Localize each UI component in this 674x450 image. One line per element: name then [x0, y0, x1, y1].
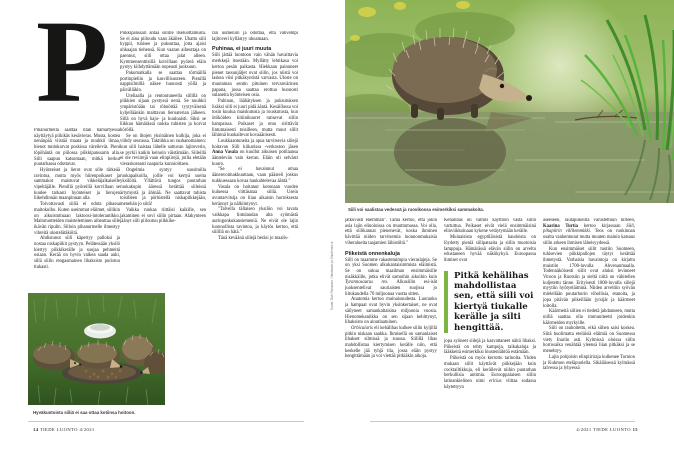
paragraph: Kehälihas on valmis käyttöön vasta siilin vartuttua. Poikaset eivät vielä ensimmäisinä elinviikkoinaan kykene vetäytymään kerälle.: [444, 218, 536, 235]
page-number: 14: [33, 427, 39, 432]
paragraph: Hyönteiset ja lierot ovat sille tärkeää ravintoa, mutta myös hiirenpoikaset ja sammakot maistuvat vikkeläjalkaiselle vipeltäjälle. Pienillä pyöreillä korvillaan se kuulee tarkasti hyönteiset ja lierojen liikehdinnän maanpinnan alla.: [34, 167, 120, 202]
latin-term: Orbicularis: [351, 325, 373, 331]
paragraph: [543, 218, 635, 247]
drop-cap-initial: P: [36, 0, 109, 127]
paragraph-text: eli kehälihas kulkee siilin kyljillä pitkin niskaan saakka. Ihmisellä on samanlaiset lihakset silmissä ja suussa. Siilillä lihas mahdollistaa kiertymisen kerälle niin, että keskelle jää tyhjä tila, jossa eläin pystyy hengittämään ja voi viettää pitkiäkin aikoja.: [345, 325, 437, 360]
paragraph: [212, 139, 298, 168]
paragraph: Vaikka ruokaa riittäisi kaikille, sen jakaminen ei sovi siilin pirtaan. Alakynteen jäänyt siili piiloutuu piikkike-: [120, 207, 206, 225]
paragraph: Vasala on hoitanut kotonaan vuoden kuluessa viittäsataa siiliä. Usein avuntarvitsija on liian aikaisin horroksesta herännyt ja nälkiintynyt.: [212, 184, 298, 207]
paragraph: jopa syöneet siilejä ja kasvattaneet näitä lihaksi. Piikeistä on tehty kampoja, taikakaluja ja lääkkeitä esimerkiksi hiustenlähtöä estämään.: [444, 339, 536, 356]
left-footer-rule: [28, 421, 304, 422]
paragraph: [444, 356, 536, 390]
hedgehogs-feeding-illustration: [28, 293, 165, 405]
paragraph: Se on iltojen yksinäinen kulkija, joka ei viihdy seurassa. Taktiikka on rauhanomainen: kun siili haistaa lähelle sattuvan lajitoverin, se pyrkii kaikin keinoin väistämään. Siileillä ei ole reviirejä vaan elinpiirejä, joilla eletään vieraskoreasti naapuria kunnioittaen.: [120, 133, 206, 168]
paragraph: Siili jättää luontoon vain vähän havaittavia merkkejä itsestään. Myllätty lehtikasa voi kertoa pesän paikasta. Hiekkaan painuneet pienet tassunjäljet ovat siilin, jos niistä voi laskea viisi pitkäkyntistä varvasta. Uloste on muutaman sentin pituinen tervanvärinen papana, jossa saattaa erottua huonosti sulaneita hyönteisen osia.: [212, 53, 298, 99]
paragraph: "Se ei havainnut omaa äänenvoimakkuuttaan, vaan päästeli joskus nukkuessaan kovaa haukahtelevaa ääntä.": [212, 167, 298, 184]
photo-credit: Kuvat: Outi Rissanen / Vastavalo ja Shutterstock: [330, 241, 334, 310]
right-footer-rule: [370, 421, 635, 422]
paragraph-text: Piikeistä on myös kerrottu tarinoita. Yhden mukaan siilit käyttävät piikkejään kuin cocktailtikkuja, eli keräilevät niihin puutarhan herkullisia antimia. Eurooppalaisen siilin latinankielinen nimi: [444, 356, 536, 384]
left-column-1: [34, 128, 120, 292]
right-page-footer: [576, 427, 638, 432]
page-number: 15: [632, 427, 638, 432]
paragraph-text: Loukkaantuneita ja apua tarvitsevia siilejä hoitavan Siili kiikarissa -verkoston jäsen: [212, 138, 298, 150]
paragraph: Anatomia kertoo muinaisuudesta. Luuranko ja hampaat ovat hyvin yksinkertaiset, ne ovat säilyneet samankaltaisina miljoonia vuosia. Hienomekaniikka on sen sijaan kehittynyt, lihaksisto on ainutlaatuinen.: [345, 297, 437, 326]
paragraph: Käärmeitä siilien ei tiedetä jahdanneen, mutta niillä saattaa olla immuniteetti joidenkin käärmeiden myrkyille.: [543, 309, 635, 326]
paragraph: [345, 258, 437, 298]
hedgehogs-feeding-photo: [28, 293, 165, 405]
paragraph: Lajin pohjoisin elinpiiriraja kulkenee Tornion ja Kuhmon eteläpuolella. Sikäläisessä kylmässä talvessa ja lyhyessä: [543, 354, 635, 372]
paragraph-text: on kuullut aikuisen potilaansa ääntelevän vain kerran. Eläin oli selvästi kuuro.: [212, 150, 298, 167]
paragraph: Puhinan, läähätyksen ja puksutuksen lisäksi siili ei juuri pidä ääntä. Kesäillassa voi tosin kuulua maiskutusta ja rouskutusta, kun ötököiden kitiinikuoret ratisevat siilin hampaissa. Poikaset ja emo sirittävät lintumaisesti toisilleen, mutta muut siilit lähinnä huokailevat kovaäänisesti.: [212, 99, 298, 139]
magazine-name: TIEDE LUONTO: [593, 427, 632, 432]
left-photo-caption: Hyväkuntoista siiliä ei saa ottaa kotiinsa hoitoon.: [33, 410, 136, 415]
person-name: Kaarina Turtia: [543, 223, 579, 229]
paragraph: Muinaisista egyptiläisistä haudoista on löydetty pieniä siilipatsaita ja siilin muotoisia lamppuja. Hämärässä elävän siilin on arveltu edustaneen hyvää näkökykyä. Euroopassa ihmiset ovat: [444, 235, 536, 263]
paragraph: Siili on rauhoitettu, eikä siihen saisi koskea. Siitä huolimatta eteläisiä eläimiä on Suomessa viety Inariin asti. Kylmissä oloissa siilin horrosaika venähtää yleensä liian pitkäksi ja se menehtyy.: [543, 326, 635, 355]
paragraph: Pihanurmella saattaa illan hämärtyessä näyttäytyä piikikäs kesävieras. Musta, kostea nenänpää viistää maata ja nuuhkii ilmaa, hienot tuntokarvat poskissa väreilevät. Pieni töpöhäntä on piilossa piikkipanssarin alla. Siili saapuu katsomaan, mitkä herkut puutarhassa odottavat.: [34, 128, 120, 168]
paragraph: Tänä keväänä siilejä heräsi jo maalis-: [218, 235, 289, 241]
left-column-2: [120, 31, 206, 291]
left-page-footer: [33, 427, 95, 432]
pull-quote: [444, 271, 536, 333]
paragraph: Kun ensimmäiset siilit tuotiin Suomeen, tuhisevien piikkipallojen täytyi herättää ihmetystä. Varhaisia havaintoja on kirjattu muistiin 1700-luvulla Ahvenanmaalla. Todennäköisesti siilit ovat aluksi levinneet Viroon ja Ruotsiin ja sieltä niitä on vähitellen kuljetettu tänne. Erityisesti 1800-luvulla siilejä myytiin hyötyeläiminä. Niiden arveltiin syövän mielellään puutarhurin vihollisia, etanoita, ja jopa pitävän piikeillään jyrsijät ja käärmeet loitolla.: [543, 246, 635, 309]
paragraph-text: Siili on maamme rakastetuimpia vieraslajeja. Se on yksi Suomen alkukantaisimmista eläimistä. Se on sukua maailman ensimmäisille nisäkkäille, jotka elivät samoihin aikoihin kuin: [345, 257, 437, 280]
paragraph: [345, 326, 437, 360]
right-column-2: [444, 218, 536, 414]
paragraph-text: aseeseen, rautapiikeillä varustettuun hirteen,: [543, 218, 635, 223]
paragraph: Pakomatkalla se saattaa törmäillä portinpieliin ja kasvillisuuteen. Pienillä nappisilmillä näkee huonosti yöllä ja päivälläkin.: [120, 70, 206, 94]
issue-number: 4/2021: [576, 427, 592, 432]
paragraph: rän uumeniin ja odottaa, että vahvempi lajitoveri kyllästyy uhoamaan.: [212, 31, 298, 42]
paragraph-text: . Alkusiilin esi-isät juoksentelivat sauriaisten suojissa jo liitukaudella 70 miljoonaa vuotta sitten.: [345, 280, 437, 297]
person-name: Anna Vasala: [212, 150, 238, 156]
section-heading: Puhinaa, ei juuri muuta: [212, 46, 272, 53]
issue-number: 4/2021: [79, 427, 95, 432]
section-heading: Piikeistä onnenkaluja: [345, 250, 400, 257]
paragraph: Piikkipanssari antaa siilille itseluottamusta. Se ei aina piiloudu vaan äkäilee. Uhattu siili hyppii, tuhisee ja puksuttaa, jotta ajaisi uhkaajan tiehensä. Kun vaaran aiheuttaja on paennut, siili ottaa jalat alleen. Kymmensenttisillä koivillaan pyöreä eläin pystyy kiihdyttämään nopeasti juoksuun.: [120, 31, 206, 71]
paragraph-text: . Teos on ruokinnan osalta vanhentunut mutta muuten mainio katsaus siilin arkeen ihmisen läheisyydessä.: [543, 229, 635, 246]
paragraph: Ongelmia syntyy suosituilla ruokapaikoilla, joille voi kertyä useita yksilöitä. Yllättävä tungos puutarhan ruokakupin ääressä herättää siileissä ärtymystä ja ähinää. Ne saattavat tuhista toisilleen ja pörhistellä niskapiikkejään, menehän jo siitä!: [120, 167, 206, 208]
paragraph: Ahdistunut siili käpertyy palloksi ja nostaa niskapiikit pystyyn. Pelätessään yksilö kiertyy piikkikerälle ja suojaa pehmeitä osiaan. Kerää on hyvin vaikea saada auki, sillä siilin rengasmainen lihaksisto puristuu tiukasti.: [34, 236, 120, 270]
paragraph: jatkuvasti enemmän". Tämä kertoo, että jokin asia lajin elinoloissa on muuttumassa. Voi olla, että siilikannat pienenevät, koska ihminen hävittää niiden tarvitsemia luonnonmukaisia viheralueita taajamien lähistöltä.": [345, 218, 437, 246]
left-column-3: [212, 31, 298, 313]
pull-quote-text: Pitkä kehälihas mahdollistaa sen, että siili voi kiertyä tiukalle kerälle ja silti hengittää.: [454, 270, 534, 333]
hedgehog-water-illustration: [345, 0, 674, 203]
hedgehog-water-photo: [345, 0, 674, 203]
latin-term: ericius: [488, 378, 502, 384]
species-name: Tyrannosaurus rex: [345, 280, 388, 286]
paragraph-text: kertoo kirjassaan: [578, 223, 627, 229]
paragraph: Toivottavasti siiliä ei odota pihassa maitokulho. Kuten useimmat eläimet, siilikin on aikuistuttuaan laktoosi-intolerantikko. Maitotuotteiden maisteleminen aiheuttaa sille ikävän ripulin. Silloin pihanurmelle ilmestyy vihreitä ulostelätäköitä.: [34, 202, 120, 236]
right-photo-caption: Siili voi saalistaa vedessä ja ruovikossa esimerkiksi sammakoita.: [348, 207, 484, 212]
book-title: Siili, pihapiirin villilemmikki: [543, 223, 635, 235]
paragraph: "Talvella tällaisen yksilön voi tavata vaikkapa lintulaudan alta syömästä auringonkukansiemeniä. Ne eivät ole lajin luonnollista ravintoa, ja käytös kertoo, että siilillä on hätä.": [212, 207, 298, 236]
paragraph: Uteliaalla ja rentoutuneella siilillä on piikkien sijaan pystyssä nenä. Se nuuhkii ympäristöään tai röhnöttää tyytyväisenä kyljelläänkin maittavan lieroaterian jälkeen. Sillä on hyvä haju- ja kuuloaisti. Siksi se liikkuu hämärässä nokka tuhisten ja korvat höröllä.: [120, 93, 206, 133]
right-column-3: [543, 218, 635, 414]
paragraph-text: viittaa sodassa käytettyyn: [444, 378, 536, 390]
magazine-name: TIEDE LUONTO: [39, 427, 78, 432]
right-column-1: [345, 218, 437, 414]
